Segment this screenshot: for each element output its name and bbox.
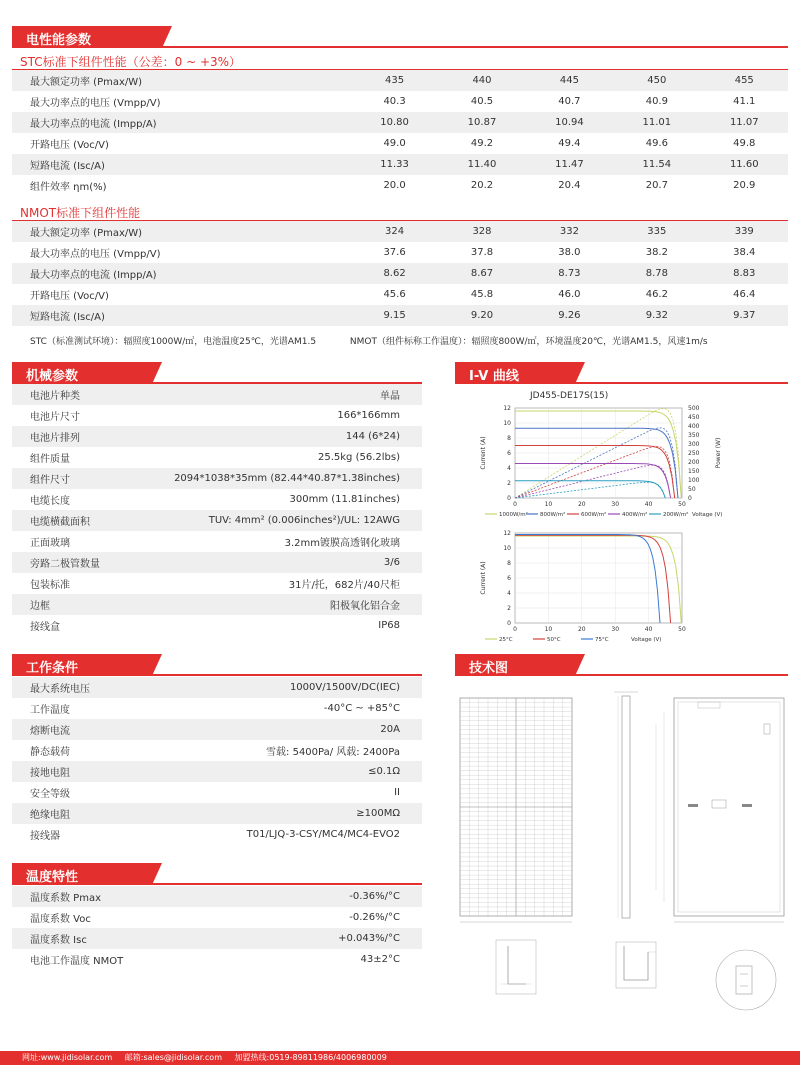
row-value: 46.4 (733, 289, 756, 300)
table-row (12, 489, 422, 510)
x-tick-label: 10 (544, 626, 553, 633)
table-row (12, 573, 422, 594)
row-value: 38.0 (558, 247, 581, 258)
table-row (12, 133, 788, 154)
y2-tick-label: 50 (688, 486, 696, 493)
row-value: 20.4 (558, 180, 581, 191)
row-value: 8.83 (733, 268, 756, 279)
row-value: 445 (559, 75, 579, 86)
y-tick-label: 4 (507, 465, 511, 472)
row-label: 短路电流 (Isc/A) (30, 312, 105, 323)
row-value: 40.3 (383, 96, 406, 107)
row-value: 20A (380, 724, 400, 735)
x-axis-label: Voltage (V) (631, 637, 662, 643)
table-row (12, 949, 422, 970)
row-label: 熔断电流 (30, 726, 70, 737)
row-value: 20.0 (383, 180, 406, 191)
y2-tick-label: 450 (688, 414, 700, 421)
x-tick-label: 50 (678, 501, 686, 508)
y-tick-label: 6 (507, 575, 511, 582)
table-row (12, 594, 422, 615)
row-value: 49.6 (645, 138, 668, 149)
row-value: 8.67 (470, 268, 494, 279)
table-row (12, 907, 422, 928)
row-value: 166*166mm (337, 410, 400, 421)
row-value: 11.60 (729, 159, 759, 170)
row-value: 37.8 (470, 247, 494, 258)
table-row (12, 615, 422, 636)
row-label: 最大系统电压 (30, 684, 90, 695)
footer-website[interactable]: 网址:www.jidisolar.com (22, 1053, 113, 1062)
y-tick-label: 12 (503, 530, 511, 537)
section-detail-b (616, 942, 656, 988)
temperature-title: 温度特性 (26, 870, 79, 885)
row-value: 11.33 (380, 159, 409, 170)
row-value: TUV: 4mm² (0.006inches²)/UL: 12AWG (208, 515, 400, 526)
working-section-header (12, 654, 422, 676)
table-row (12, 740, 422, 761)
y2-tick-label: 350 (688, 432, 700, 439)
row-label: 绝缘电阻 (30, 810, 70, 821)
row-label: 电池片尺寸 (30, 412, 80, 423)
row-value: 40.7 (558, 96, 581, 107)
row-value: 25.5kg (56.2lbs) (318, 452, 400, 463)
nmot-table (12, 221, 788, 326)
tech-title: 技术图 (469, 661, 509, 676)
row-value: 41.1 (733, 96, 756, 107)
row-label: 开路电压 (Voc/V) (30, 140, 109, 151)
row-label: 组件质量 (30, 454, 70, 465)
iv-temperature-chart (460, 525, 790, 647)
table-row (12, 552, 422, 573)
row-value: 阳极氧化铝合金 (330, 601, 400, 612)
nmot-subtitle: NMOT标准下组件性能 (20, 206, 141, 220)
technical-drawing (452, 684, 792, 1029)
working-title: 工作条件 (26, 661, 79, 676)
row-label: 工作温度 (30, 705, 70, 716)
y2-tick-label: 400 (688, 423, 700, 430)
row-label: 边框 (30, 601, 50, 612)
row-label: 组件效率 ηm(%) (30, 182, 107, 193)
row-value: 328 (472, 226, 492, 237)
stc-subtitle: STC标准下组件性能（公差：0 ~ +3%） (20, 55, 242, 69)
y-tick-label: 10 (503, 420, 511, 427)
y2-axis-label: Power (W) (715, 437, 722, 469)
x-tick-label: 0 (513, 626, 517, 633)
row-value: 49.0 (383, 138, 406, 149)
footer-hotline: 加盟热线:0519-89811986/4006980009 (234, 1053, 387, 1062)
y2-tick-label: 100 (688, 477, 700, 484)
row-value: 3/6 (383, 557, 400, 568)
legend-entry: 800W/m² (540, 512, 566, 518)
row-label: 接线盒 (30, 622, 60, 633)
table-row (12, 284, 788, 305)
test-conditions-note (30, 334, 708, 347)
y-axis-label: Current (A) (480, 561, 487, 595)
temperature-section-header (12, 863, 422, 885)
row-value: ≤0.1Ω (368, 766, 400, 777)
iv-curve-line (515, 535, 660, 624)
row-value: 8.73 (558, 268, 581, 279)
y-tick-label: 4 (507, 590, 511, 597)
y-tick-label: 8 (507, 560, 511, 567)
temperature-table (12, 886, 422, 970)
table-row (12, 91, 788, 112)
row-value: 9.37 (733, 310, 756, 321)
row-value: 40.9 (645, 96, 668, 107)
table-row (12, 803, 422, 824)
row-label: 最大功率点的电压 (Vmpp/V) (30, 249, 161, 260)
legend-entry: 200W/m² (663, 512, 689, 518)
row-value: IP68 (378, 620, 400, 631)
row-label: 包装标准 (30, 580, 70, 591)
table-row (12, 447, 422, 468)
stc-table (12, 70, 788, 196)
iv-irradiance-chart (460, 400, 790, 520)
power-curve-line (515, 446, 675, 498)
row-value: 9.20 (470, 310, 494, 321)
table-row (12, 154, 788, 175)
row-value: 10.94 (555, 117, 584, 128)
row-value: -40°C ~ +85°C (323, 703, 400, 714)
y-tick-label: 10 (503, 545, 511, 552)
row-label: 电缆长度 (30, 496, 70, 507)
row-value: 43±2°C (360, 954, 400, 965)
table-row (12, 175, 788, 196)
row-value: -0.26%/°C (349, 912, 400, 923)
y-tick-label: 8 (507, 435, 511, 442)
row-value: 2094*1038*35mm (82.44*40.87*1.38inches) (174, 473, 400, 484)
x-tick-label: 30 (611, 626, 620, 633)
row-value: T01/LJQ-3-CSY/MC4/MC4-EVO2 (246, 829, 400, 840)
row-value: 332 (559, 226, 579, 237)
row-value: 300mm (11.81inches) (289, 494, 400, 505)
note-stc: STC（标准测试环境）：辐照度1000W/㎡，电池温度25℃，光谱AM1.5 (30, 337, 317, 347)
table-row (12, 761, 422, 782)
y2-tick-label: 250 (688, 450, 700, 457)
row-value: 49.2 (470, 138, 494, 149)
row-value: 40.5 (470, 96, 494, 107)
y-tick-label: 6 (507, 450, 511, 457)
x-tick-label: 0 (513, 501, 517, 508)
legend-entry: 75°C (595, 637, 609, 643)
footer-email[interactable]: 邮箱:sales@jidisolar.com (124, 1053, 222, 1062)
row-label: 电池工作温度 NMOT (30, 956, 124, 967)
y-tick-label: 0 (507, 620, 511, 627)
y2-tick-label: 500 (688, 405, 700, 412)
section-detail-a (496, 940, 536, 994)
row-label: 电池片排列 (30, 433, 80, 444)
table-row (12, 928, 422, 949)
legend-entry: 400W/m² (622, 512, 648, 518)
row-value: 11.40 (467, 159, 497, 170)
row-value: 20.9 (733, 180, 756, 191)
mechanical-table (12, 384, 422, 636)
row-label: 温度系数 Pmax (30, 893, 101, 904)
table-row (12, 384, 422, 405)
iv-curve-line (515, 535, 671, 623)
row-value: 单晶 (380, 391, 400, 402)
row-value: 11.01 (642, 117, 672, 128)
row-label: 安全等级 (30, 789, 70, 800)
row-label: 电池片种类 (30, 391, 80, 402)
table-row (12, 242, 788, 263)
row-label: 温度系数 Isc (30, 935, 87, 946)
row-value: 144 (6*24) (345, 431, 400, 442)
y-tick-label: 2 (507, 480, 511, 487)
y2-tick-label: 200 (688, 459, 700, 466)
row-label: 最大额定功率 (Pmax/W) (30, 77, 143, 88)
y-tick-label: 2 (507, 605, 511, 612)
row-value: 46.2 (645, 289, 668, 300)
table-row (12, 426, 422, 447)
row-label: 最大功率点的电流 (Impp/A) (30, 119, 157, 130)
row-value: 31片/托，682片/40尺柜 (288, 580, 400, 591)
power-curve-line (515, 428, 678, 498)
row-value: 10.80 (380, 117, 409, 128)
row-label: 正面玻璃 (30, 538, 70, 549)
legend-entry: 600W/m² (581, 512, 607, 518)
mechanical-section-header (12, 362, 422, 384)
row-value: 雪载: 5400Pa/ 风载: 2400Pa (266, 747, 400, 758)
table-row (12, 468, 422, 489)
y2-tick-label: 150 (688, 468, 700, 475)
row-value: 38.2 (645, 247, 668, 258)
table-row (12, 305, 788, 326)
table-row (12, 824, 422, 845)
iv-curve-line (515, 411, 681, 498)
electrical-title: 电性能参数 (26, 33, 92, 48)
iv-curve-line (515, 446, 675, 499)
row-value: 440 (472, 75, 492, 86)
x-tick-label: 40 (644, 626, 653, 633)
mechanical-title: 机械参数 (26, 369, 79, 384)
tech-section-header (455, 654, 788, 676)
y2-tick-label: 300 (688, 441, 700, 448)
row-value: 46.0 (558, 289, 581, 300)
table-row (12, 221, 788, 242)
y2-tick-label: 0 (688, 495, 692, 502)
row-value: 11.07 (729, 117, 759, 128)
iv-model: JD455-DE17S(15) (530, 391, 609, 401)
panel-back-view (656, 698, 784, 922)
row-value: 455 (734, 75, 754, 86)
row-value: II (394, 787, 400, 798)
row-value: 45.6 (383, 289, 406, 300)
table-row (12, 112, 788, 133)
power-curve-line (515, 482, 665, 498)
panel-side-view (614, 692, 638, 918)
row-label: 旁路二极管数量 (30, 559, 100, 570)
row-value: ≥100MΩ (356, 808, 400, 819)
electrical-section-header (12, 26, 788, 48)
table-row (12, 531, 422, 552)
footer-bar (0, 1051, 800, 1065)
table-row (12, 405, 422, 426)
row-label: 最大功率点的电压 (Vmpp/V) (30, 98, 161, 109)
row-value: 49.8 (733, 138, 756, 149)
x-tick-label: 10 (544, 501, 553, 508)
row-value: 324 (385, 226, 405, 237)
row-label: 开路电压 (Voc/V) (30, 291, 109, 302)
iv-section-header (455, 362, 788, 384)
y-tick-label: 12 (503, 405, 511, 412)
row-value: 49.4 (558, 138, 581, 149)
y-axis-label: Current (A) (480, 436, 487, 470)
row-value: 1000V/1500V/DC(IEC) (289, 682, 400, 693)
x-tick-label: 50 (678, 626, 686, 633)
table-row (12, 70, 788, 91)
y-tick-label: 0 (507, 495, 511, 502)
legend-entry: 25°C (499, 637, 513, 643)
row-value: 45.8 (470, 289, 494, 300)
iv-title: I-V 曲线 (469, 369, 519, 384)
panel-front-view (460, 698, 572, 922)
table-row (12, 677, 422, 698)
row-value: 10.87 (467, 117, 497, 128)
row-value: 38.4 (733, 247, 756, 258)
row-label: 电缆横截面积 (30, 517, 90, 528)
row-label: 组件尺寸 (30, 475, 70, 486)
x-tick-label: 40 (644, 501, 653, 508)
row-value: 20.7 (645, 180, 668, 191)
row-label: 接线器 (30, 831, 60, 842)
row-value: -0.36%/°C (349, 891, 400, 902)
row-value: 9.32 (645, 310, 668, 321)
row-value: +0.043%/°C (338, 933, 400, 944)
row-value: 8.78 (645, 268, 668, 279)
x-axis-label: Voltage (V) (692, 512, 723, 518)
mounting-hole-detail (716, 950, 776, 1010)
working-table (12, 677, 422, 845)
note-nmot: NMOT（组件标称工作温度）：辐照度800W/㎡，环境温度20℃，光谱AM1.5，风速1m/s (349, 337, 708, 347)
row-value: 20.2 (470, 180, 494, 191)
table-row (12, 782, 422, 803)
row-label: 静态载荷 (30, 747, 70, 758)
row-label: 最大额定功率 (Pmax/W) (30, 228, 143, 239)
table-row (12, 510, 422, 531)
table-row (12, 886, 422, 907)
x-tick-label: 20 (577, 501, 586, 508)
row-value: 435 (385, 75, 405, 86)
table-row (12, 263, 788, 284)
row-value: 9.26 (558, 310, 581, 321)
table-row (12, 719, 422, 740)
row-label: 温度系数 Voc (30, 914, 91, 925)
row-value: 37.6 (383, 247, 406, 258)
row-value: 11.54 (642, 159, 672, 170)
legend-entry: 50°C (547, 637, 561, 643)
row-value: 450 (647, 75, 667, 86)
row-label: 短路电流 (Isc/A) (30, 161, 105, 172)
table-row (12, 698, 422, 719)
legend-entry: 1000W/m² (499, 512, 528, 518)
row-value: 335 (647, 226, 667, 237)
row-value: 339 (734, 226, 754, 237)
row-value: 9.15 (383, 310, 406, 321)
x-tick-label: 30 (611, 501, 620, 508)
row-value: 8.62 (383, 268, 406, 279)
row-value: 11.47 (555, 159, 584, 170)
row-value: 3.2mm镀膜高透钢化玻璃 (284, 538, 400, 549)
x-tick-label: 20 (577, 626, 586, 633)
row-label: 最大功率点的电流 (Impp/A) (30, 270, 157, 281)
row-label: 接地电阻 (30, 768, 70, 779)
